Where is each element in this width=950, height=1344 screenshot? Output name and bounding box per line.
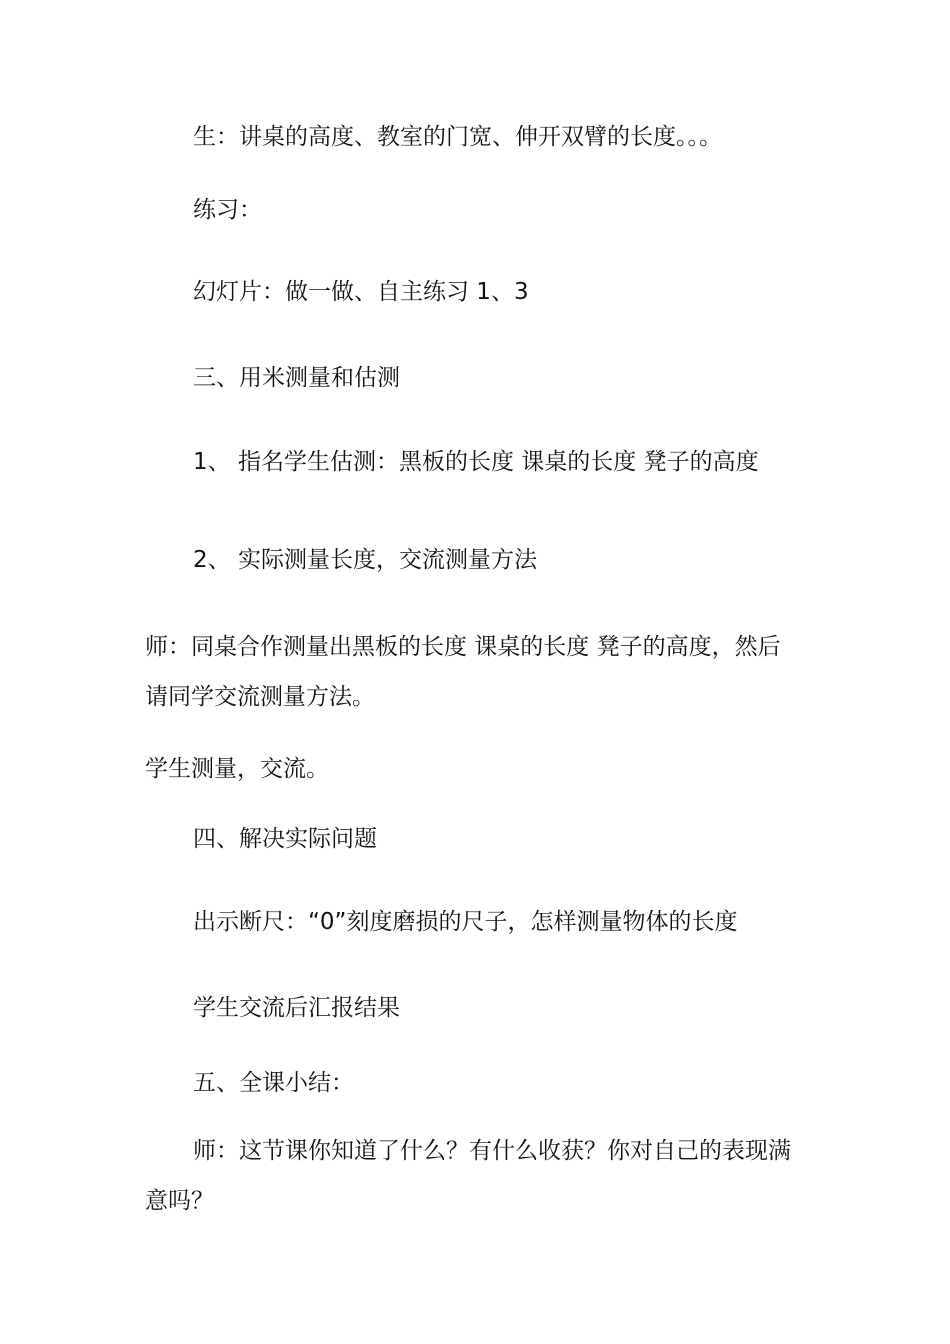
section-heading-four: 四、解决实际问题 — [193, 826, 377, 852]
list-item-two: 2、 实际测量长度，交流测量方法 — [193, 547, 537, 573]
text-line-teacher-question: 师：这节课你知道了什么？有什么收获？你对自己的表现满 — [193, 1138, 791, 1164]
section-heading-three: 三、用米测量和估测 — [193, 365, 400, 391]
text-line-exercise-heading: 练习： — [193, 197, 262, 223]
text-line-student-report: 学生交流后汇报结果 — [193, 995, 400, 1021]
text-line-teacher-instruction: 师：同桌合作测量出黑板的长度 课桌的长度 凳子的高度，然后 — [145, 634, 781, 660]
text-line-teacher-question-cont: 意吗？ — [145, 1188, 214, 1214]
section-heading-five: 五、全课小结： — [193, 1070, 354, 1096]
text-line-slides: 幻灯片：做一做、自主练习 1、3 — [193, 279, 529, 305]
list-item-one: 1、 指名学生估测：黑板的长度 课桌的长度 凳子的高度 — [193, 449, 759, 475]
text-line-student-answer: 生：讲桌的高度、教室的门宽、伸开双臂的长度。。。 — [193, 124, 722, 150]
text-line-teacher-instruction-cont: 请同学交流测量方法。 — [145, 684, 375, 710]
text-line-student-measure: 学生测量，交流。 — [145, 756, 329, 782]
text-line-broken-ruler: 出示断尺：“0”刻度磨损的尺子，怎样测量物体的长度 — [193, 909, 738, 935]
